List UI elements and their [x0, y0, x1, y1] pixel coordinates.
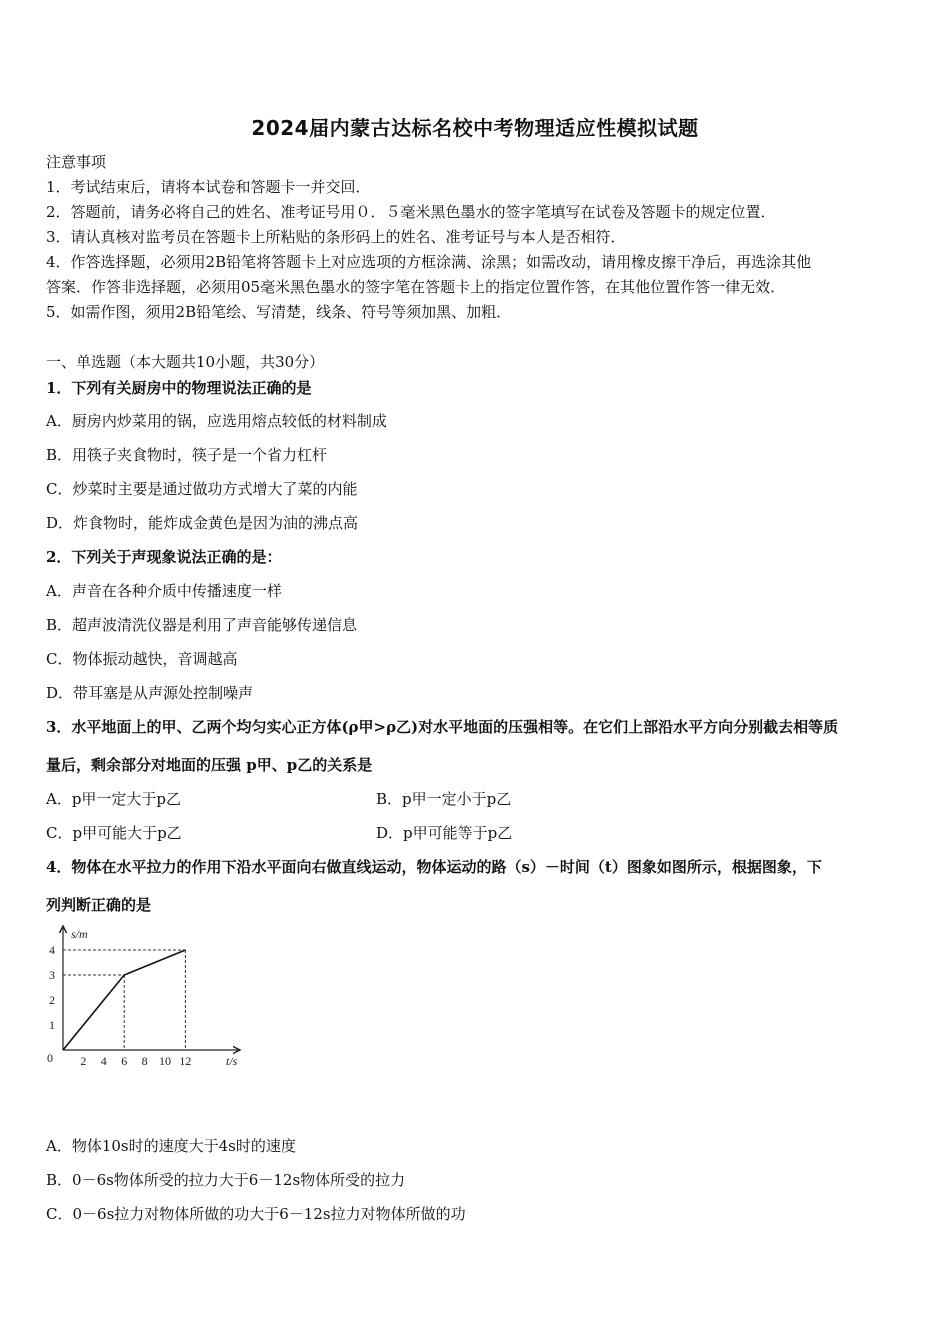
- st-graph: [40, 920, 250, 1070]
- y-axis-label: s/m: [71, 927, 88, 941]
- y-tick-label: 2: [49, 993, 55, 1007]
- notice-item: 4．作答选择题，必须用2B铅笔将答题卡上对应选项的方框涂满、涂黑；如需改动，请用橡皮擦干净后，再选涂其他: [46, 253, 812, 271]
- notice-item: 5．如需作图，须用2B铅笔绘、写清楚，线条、符号等须加黑、加粗．: [46, 303, 512, 321]
- page-title: 2024届内蒙古达标名校中考物理适应性模拟试题: [251, 116, 699, 140]
- question-stem: 4．物体在水平拉力的作用下沿水平面向右做直线运动，物体运动的路（s）－时间（t）图象如图所示，根据图象，下: [46, 858, 822, 876]
- option-b: B．超声波清洗仪器是利用了声音能够传递信息: [46, 616, 358, 634]
- question-stem: 3．水平地面上的甲、乙两个均匀实心正方体(ρ甲>ρ乙)对水平地面的压强相等。在它们上部沿水平方向分别截去相等质: [46, 718, 839, 736]
- x-tick-label: 12: [179, 1054, 192, 1068]
- option-c: C．0－6s拉力对物体所做的功大于6－12s拉力对物体所做的功: [46, 1205, 466, 1223]
- x-axis-label: t/s: [226, 1054, 238, 1068]
- question-stem-cont: 量后，剩余部分对地面的压强 p甲、p乙的关系是: [46, 756, 373, 774]
- option-c: C．炒菜时主要是通过做功方式增大了菜的内能: [46, 480, 358, 498]
- option-b: B．0－6s物体所受的拉力大于6－12s物体所受的拉力: [46, 1171, 406, 1189]
- notice-heading: 注意事项: [46, 153, 107, 171]
- option-b: B．p甲一定小于p乙: [376, 790, 512, 808]
- notice-item: 1．考试结束后，请将本试卷和答题卡一并交回．: [46, 178, 371, 196]
- option-d: D．p甲可能等于p乙: [376, 824, 513, 842]
- origin-label: 0: [47, 1051, 53, 1065]
- notice-item: 3．请认真核对监考员在答题卡上所粘贴的条形码上的姓名、准考证号与本人是否相符．: [46, 228, 626, 246]
- option-d: D．炸食物时，能炸成金黄色是因为油的沸点高: [46, 514, 359, 532]
- x-tick-label: 8: [141, 1054, 148, 1068]
- x-tick-label: 10: [159, 1054, 171, 1068]
- notice-item: 2．答题前，请务必将自己的姓名、准考证号用０．５毫米黑色墨水的签字笔填写在试卷及答题卡的规定位置．: [46, 203, 776, 221]
- option-a: A．p甲一定大于p乙: [46, 790, 182, 808]
- y-tick-label: 3: [49, 968, 55, 982]
- option-d: D．带耳塞是从声源处控制噪声: [46, 684, 254, 702]
- question-stem: 1．下列有关厨房中的物理说法正确的是: [46, 379, 312, 397]
- question-stem: 2．下列关于声现象说法正确的是：: [46, 548, 282, 566]
- option-c: C．物体振动越快，音调越高: [46, 650, 238, 668]
- y-tick-label: 1: [49, 1018, 55, 1032]
- x-tick-label: 6: [121, 1054, 128, 1068]
- section-heading: 一、单选题（本大题共10小题，共30分）: [46, 353, 325, 371]
- notice-item: 答案．作答非选择题，必须用05毫米黑色墨水的签字笔在答题卡上的指定位置作答，在其他位置作答一律无效．: [46, 278, 786, 296]
- x-tick-label: 2: [80, 1054, 87, 1068]
- option-b: B．用筷子夹食物时，筷子是一个省力杠杆: [46, 446, 328, 464]
- option-c: C．p甲可能大于p乙: [46, 824, 182, 842]
- question-stem-cont: 列判断正确的是: [46, 896, 152, 914]
- y-tick-label: 4: [49, 943, 55, 957]
- option-a: A．厨房内炒菜用的锅，应选用熔点较低的材料制成: [46, 412, 387, 430]
- option-a: A．物体10s时的速度大于4s时的速度: [46, 1137, 296, 1155]
- option-a: A．声音在各种介质中传播速度一样: [46, 582, 282, 600]
- x-tick-label: 4: [100, 1054, 107, 1068]
